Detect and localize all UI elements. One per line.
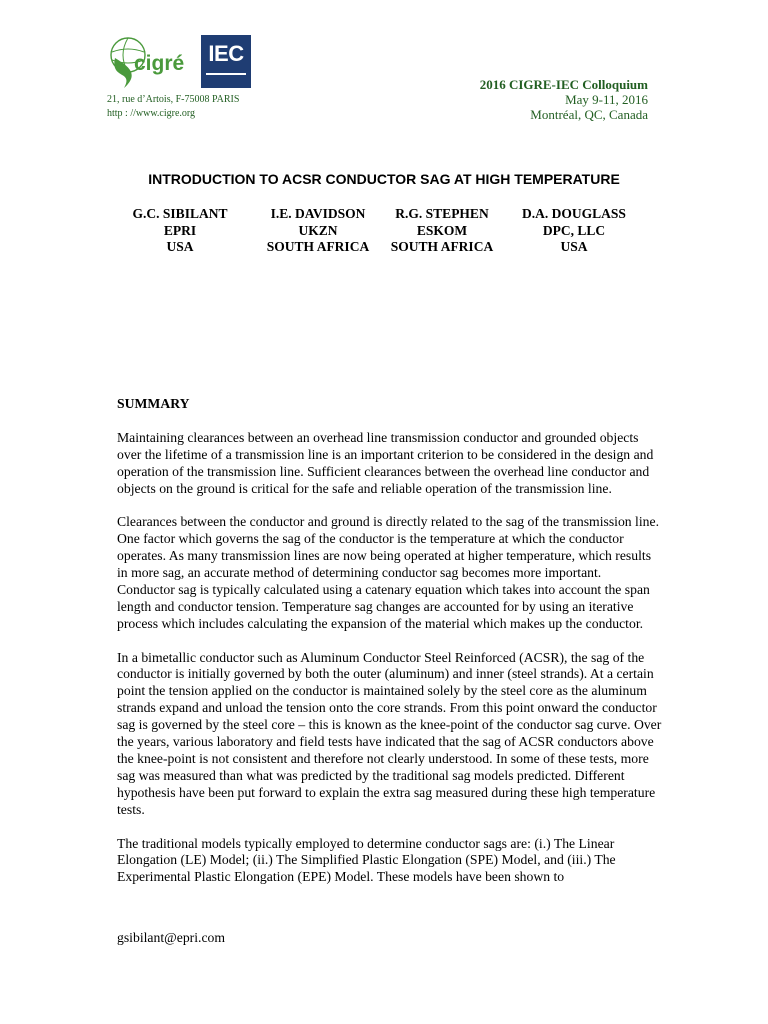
author-name: G.C. SIBILANT — [132, 206, 228, 221]
author-3 — [382, 206, 502, 256]
author-country: SOUTH AFRICA — [390, 239, 494, 254]
cigre-logo — [106, 30, 188, 90]
author-country: USA — [560, 239, 588, 254]
address-website: http : //www.cigre.org — [107, 108, 196, 119]
author-email: gsibilant@epri.com — [117, 930, 226, 945]
author-name: R.G. STEPHEN — [395, 206, 489, 221]
summary-heading: SUMMARY — [117, 396, 190, 411]
author-block — [130, 206, 650, 258]
colloquium-info — [480, 77, 648, 122]
author-1 — [130, 206, 230, 256]
colloquium-dates: May 9-11, 2016 — [565, 92, 648, 107]
paragraph-4: The traditional models typically employed to determine conductor sags are: (i.) The Linear Elongation (LE) Model; (ii.) The Simplified Plastic Elongation (SPE) Model, and (iii.) The Experimental Plastic Elongation (EPE) Model. These models have been shown to — [117, 835, 616, 885]
paragraph-1: Maintaining clearances between an overhead line transmission conductor and grounded objects over the lifetime of a transmission line is an important criterion to be considered in the design and operation of the transmission line. Sufficient clearances between the overhead line conductor and objects on the ground is critical for the safe and reliable operation of the transmission line. — [117, 429, 654, 496]
paragraph-2: Clearances between the conductor and ground is directly related to the sag of the transmission line. One factor which governs the sag of the conductor is the temperature at which the conductor operates. As many transmission lines are now being operated at higher temperature, which results in more sag, an accurate method of determining conductor sag becomes more important. Conductor sag is typically calculated using a catenary equation which takes into account the span length and conductor tension. Temperature sag changes are accounted for by using an iterative process which includes calculating the expansion of the material which makes up the conductor. — [117, 514, 660, 631]
iec-logo — [201, 35, 251, 88]
author-affiliation: ESKOM — [416, 222, 468, 238]
author-name: I.E. DAVIDSON — [270, 206, 366, 221]
author-affiliation: EPRI — [163, 222, 197, 238]
paragraph-3: In a bimetallic conductor such as Aluminum Conductor Steel Reinforced (ACSR), the sag of the conductor is initially governed by both the outer (aluminum) and inner (steel strands). At a certain point the tension applied on the conductor is maintained solely by the steel core as the aluminum strands expand and unload the tension onto the core strands. From this point onward the conductor sag is governed by the steel core – this is known as the knee-point of the conductor sag curve. Over the years, various laboratory and field tests have indicated that the sag of ACSR conductors above the knee-point is not consistent and therefore not clearly understood. In some of these tests, more sag was measured than what was predicted by the traditional sag models predicted. Different hypothesis have been put forward to explain the extra sag measured during these high temperature tests. — [117, 649, 662, 817]
cigre-logo-text: cigré — [134, 52, 185, 75]
author-4 — [512, 206, 636, 256]
author-country: USA — [166, 239, 194, 254]
colloquium-location: Montréal, QC, Canada — [530, 107, 648, 122]
author-affiliation: DPC, LLC — [542, 222, 606, 238]
author-country: SOUTH AFRICA — [266, 239, 370, 254]
author-2 — [258, 206, 378, 256]
colloquium-title: 2016 CIGRE-IEC Colloquium — [479, 77, 648, 92]
iec-logo-text: IEC — [208, 41, 244, 66]
iec-logo-rule — [206, 73, 246, 75]
cigre-address — [107, 93, 239, 121]
paper-title: INTRODUCTION TO ACSR CONDUCTOR SAG AT HIGH TEMPERATURE — [148, 171, 620, 187]
author-affiliation: UKZN — [298, 222, 338, 238]
address-street: 21, rue d’Artois, F-75008 PARIS — [107, 94, 240, 105]
paper-body — [117, 396, 662, 903]
author-name: D.A. DOUGLASS — [522, 206, 626, 221]
